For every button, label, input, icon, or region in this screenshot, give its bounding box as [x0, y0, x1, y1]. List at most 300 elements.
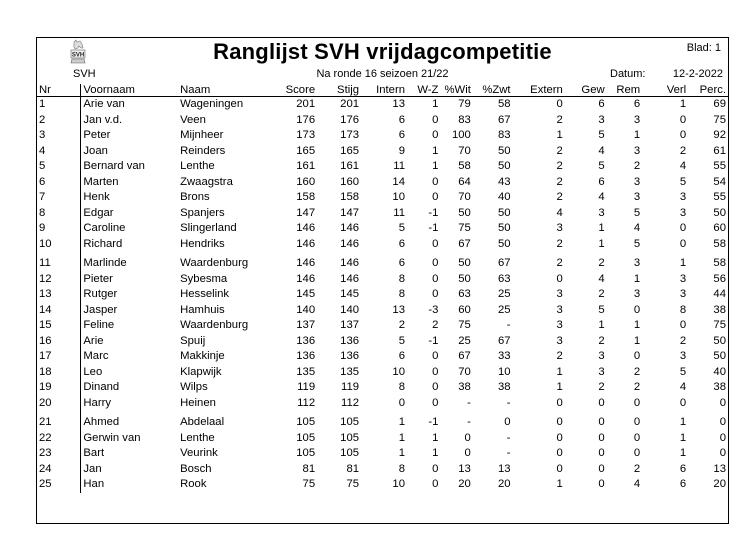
cell-pct-zwt: 50: [497, 144, 511, 157]
cell-verl: 1: [679, 98, 687, 111]
cell-stijg: 105: [340, 431, 360, 444]
cell-naam: Klapwijk: [180, 365, 222, 378]
cell-intern: 9: [398, 144, 405, 157]
col-header-pct-wit: %Wit: [440, 84, 472, 97]
cell-pct-zwt: 83: [497, 129, 511, 142]
table-row: [37, 303, 728, 319]
cell-extern: 4: [556, 206, 563, 219]
col-header-score: Score: [277, 84, 317, 97]
cell-pct-wit: 75: [458, 319, 471, 332]
cell-intern: 8: [398, 272, 405, 285]
table-row: [37, 237, 728, 253]
cell-wz: 1: [432, 98, 439, 111]
cell-gew: 3: [598, 365, 605, 378]
col-header-rem: Rem: [607, 84, 643, 97]
cell-gew: 3: [598, 350, 605, 363]
cell-rem: 1: [633, 129, 641, 142]
cell-wz: 0: [432, 191, 439, 204]
cell-pct-wit: -: [467, 396, 471, 409]
cell-intern: 6: [398, 257, 405, 270]
cell-stijg: 105: [340, 447, 360, 460]
cell-score: 146: [296, 237, 316, 250]
cell-pct-zwt: 63: [497, 272, 511, 285]
cell-nr: 3: [37, 128, 81, 144]
cell-stijg: 119: [341, 381, 360, 394]
table-row: [37, 287, 728, 303]
cell-score: 75: [302, 478, 316, 491]
cell-wz: 0: [432, 175, 439, 188]
cell-score: 105: [296, 431, 316, 444]
date-value: 12-2-2022: [672, 68, 723, 80]
cell-extern: 2: [556, 257, 563, 270]
cell-rem: 3: [633, 191, 641, 204]
cell-naam: Hamhuis: [180, 303, 225, 316]
cell-nr: 1: [37, 97, 81, 113]
cell-pct-zwt: 25: [497, 303, 511, 316]
cell-gew: 5: [598, 303, 605, 316]
table-row: [37, 396, 728, 412]
cell-rem: 3: [633, 113, 641, 126]
cell-gew: 0: [598, 447, 605, 460]
table-row: [37, 252, 728, 272]
cell-pct-wit: 50: [458, 257, 471, 270]
cell-verl: 8: [679, 303, 687, 316]
cell-nr: 23: [37, 446, 81, 462]
cell-score: 136: [296, 350, 316, 363]
cell-perc: 58: [713, 237, 726, 250]
cell-score: 112: [297, 396, 316, 409]
cell-verl: 2: [679, 144, 687, 157]
cell-pct-wit: 70: [458, 144, 471, 157]
cell-gew: 5: [598, 160, 605, 173]
cell-pct-zwt: 25: [497, 288, 511, 301]
col-header-verl: Verl: [642, 84, 688, 97]
cell-wz: 1: [432, 144, 439, 157]
cell-pct-zwt: -: [506, 396, 511, 409]
cell-gew: 2: [598, 257, 605, 270]
cell-naam: Mijnheer: [180, 129, 224, 142]
cell-verl: 0: [679, 129, 687, 142]
cell-verl: 6: [679, 462, 687, 475]
cell-naam: Lenthe: [180, 160, 215, 173]
cell-pct-wit: 79: [458, 98, 471, 111]
table-row: [37, 431, 728, 447]
cell-voornaam: Ahmed: [83, 416, 120, 429]
table-row: [37, 272, 728, 288]
cell-pct-wit: 70: [458, 365, 471, 378]
table-row: [37, 349, 728, 365]
cell-voornaam: Bernard van: [83, 160, 145, 173]
cell-gew: 1: [598, 222, 605, 235]
table-row: [37, 462, 728, 478]
cell-verl: 5: [679, 365, 687, 378]
cell-extern: 0: [556, 462, 563, 475]
cell-wz: 1: [432, 431, 439, 444]
cell-verl: 0: [679, 396, 687, 409]
cell-verl: 4: [679, 381, 687, 394]
cell-score: 147: [296, 206, 316, 219]
col-header-pct-zwt: %Zwt: [473, 84, 513, 97]
cell-wz: -1: [428, 206, 439, 219]
cell-naam: Spanjers: [180, 206, 225, 219]
cell-rem: 2: [633, 381, 641, 394]
cell-nr: 25: [37, 477, 81, 493]
cell-gew: 0: [598, 416, 605, 429]
cell-extern: 3: [556, 288, 563, 301]
cell-voornaam: Leo: [83, 365, 103, 378]
cell-pct-wit: 38: [458, 381, 471, 394]
cell-rem: 2: [633, 365, 641, 378]
col-header-naam: Naam: [178, 84, 277, 97]
table-row: [37, 190, 728, 206]
cell-gew: 0: [598, 396, 605, 409]
cell-verl: 1: [679, 257, 687, 270]
cell-nr: 14: [37, 303, 81, 319]
cell-pct-zwt: 50: [497, 160, 511, 173]
cell-gew: 3: [598, 113, 605, 126]
cell-perc: 0: [719, 431, 726, 444]
cell-stijg: 146: [340, 257, 360, 270]
cell-nr: 17: [37, 349, 81, 365]
club-label: SVH: [73, 68, 96, 80]
cell-perc: 55: [713, 160, 726, 173]
cell-nr: 13: [37, 287, 81, 303]
cell-score: 119: [297, 381, 316, 394]
cell-nr: 19: [37, 380, 81, 396]
cell-voornaam: Marc: [83, 350, 109, 363]
cell-pct-zwt: 67: [497, 334, 511, 347]
cell-naam: Brons: [180, 191, 210, 204]
cell-extern: 0: [556, 447, 563, 460]
table-row: [37, 128, 728, 144]
cell-intern: 10: [392, 365, 405, 378]
cell-stijg: 137: [340, 319, 360, 332]
cell-nr: 2: [37, 113, 81, 129]
table-row: [37, 206, 728, 222]
cell-verl: 4: [679, 160, 687, 173]
cell-nr: 12: [37, 272, 81, 288]
cell-wz: 0: [432, 129, 439, 142]
cell-stijg: 201: [340, 98, 360, 111]
cell-rem: 3: [633, 257, 641, 270]
standings-table: [37, 84, 728, 493]
cell-wz: 0: [432, 257, 439, 270]
cell-voornaam: Jan v.d.: [83, 113, 123, 126]
cell-perc: 58: [713, 257, 726, 270]
cell-rem: 5: [633, 206, 641, 219]
cell-verl: 3: [679, 288, 687, 301]
cell-rem: 6: [633, 98, 641, 111]
cell-perc: 50: [713, 334, 726, 347]
cell-pct-zwt: 0: [504, 416, 511, 429]
cell-extern: 0: [556, 98, 563, 111]
cell-perc: 55: [713, 191, 726, 204]
table-row: [37, 175, 728, 191]
cell-stijg: 75: [346, 478, 360, 491]
cell-perc: 38: [713, 303, 726, 316]
cell-naam: Spuij: [180, 334, 206, 347]
cell-perc: 0: [719, 447, 726, 460]
cell-perc: 13: [713, 462, 726, 475]
cell-verl: 1: [679, 416, 687, 429]
cell-stijg: 105: [340, 416, 360, 429]
cell-score: 105: [296, 447, 316, 460]
cell-score: 137: [296, 319, 316, 332]
cell-stijg: 146: [340, 222, 360, 235]
cell-nr: 4: [37, 144, 81, 160]
cell-wz: 0: [432, 462, 439, 475]
cell-voornaam: Joan: [83, 144, 108, 157]
cell-perc: 40: [713, 365, 726, 378]
cell-extern: 0: [556, 416, 563, 429]
cell-rem: 4: [633, 222, 641, 235]
logo-text: SVH: [71, 52, 85, 59]
cell-stijg: 176: [340, 113, 360, 126]
cell-voornaam: Arie van: [83, 98, 125, 111]
table-row: [37, 221, 728, 237]
cell-naam: Abdelaal: [180, 416, 225, 429]
cell-stijg: 158: [340, 191, 360, 204]
cell-perc: 92: [713, 129, 726, 142]
cell-rem: 0: [633, 447, 641, 460]
cell-score: 173: [296, 129, 316, 142]
cell-naam: Veen: [180, 113, 206, 126]
cell-extern: 2: [556, 350, 563, 363]
cell-wz: 0: [432, 288, 439, 301]
cell-verl: 3: [679, 206, 687, 219]
cell-voornaam: Caroline: [83, 222, 126, 235]
cell-naam: Zwaagstra: [180, 175, 233, 188]
cell-naam: Makkinje: [180, 350, 225, 363]
cell-extern: 3: [556, 319, 563, 332]
cell-rem: 5: [633, 237, 641, 250]
cell-wz: 0: [432, 396, 439, 409]
cell-rem: 3: [633, 288, 641, 301]
cell-extern: 2: [556, 113, 563, 126]
cell-naam: Hendriks: [180, 237, 225, 250]
cell-perc: 61: [713, 144, 726, 157]
cell-naam: Wageningen: [180, 98, 244, 111]
cell-intern: 13: [392, 98, 405, 111]
cell-intern: 6: [398, 350, 405, 363]
cell-intern: 14: [392, 175, 405, 188]
cell-extern: 0: [556, 431, 563, 444]
cell-stijg: 145: [340, 288, 360, 301]
table-row: [37, 113, 728, 129]
cell-gew: 5: [598, 129, 605, 142]
cell-rem: 4: [633, 478, 641, 491]
cell-stijg: 165: [340, 144, 360, 157]
cell-pct-wit: 100: [451, 129, 471, 142]
cell-rem: 0: [633, 303, 641, 316]
cell-nr: 15: [37, 318, 81, 334]
cell-perc: 50: [713, 350, 726, 363]
cell-pct-zwt: 33: [497, 350, 511, 363]
cell-score: 161: [296, 160, 316, 173]
cell-voornaam: Peter: [83, 129, 111, 142]
blad-value: 1: [714, 42, 721, 54]
cell-nr: 8: [37, 206, 81, 222]
cell-nr: 9: [37, 221, 81, 237]
cell-voornaam: Han: [83, 478, 105, 491]
cell-score: 146: [296, 272, 316, 285]
cell-gew: 4: [598, 144, 605, 157]
cell-gew: 6: [598, 175, 605, 188]
cell-perc: 0: [719, 396, 726, 409]
cell-wz: 2: [432, 319, 439, 332]
col-header-stijg: Stijg: [317, 84, 361, 97]
cell-perc: 44: [713, 288, 726, 301]
cell-naam: Waardenburg: [180, 257, 249, 270]
page-title: Ranglijst SVH vrijdagcompetitie: [213, 39, 552, 64]
cell-wz: 0: [432, 113, 439, 126]
cell-intern: 5: [398, 334, 405, 347]
cell-verl: 3: [679, 272, 687, 285]
cell-nr: 18: [37, 365, 81, 381]
table-row: [37, 446, 728, 462]
table-row: [37, 97, 728, 113]
cell-pct-zwt: 20: [497, 478, 511, 491]
cell-perc: 60: [713, 222, 726, 235]
cell-score: 146: [296, 257, 316, 270]
cell-pct-wit: 0: [464, 431, 471, 444]
cell-nr: 20: [37, 396, 81, 412]
cell-extern: 0: [556, 396, 563, 409]
cell-voornaam: Feline: [83, 319, 115, 332]
cell-gew: 2: [598, 334, 605, 347]
cell-intern: 5: [398, 222, 405, 235]
cell-naam: Sybesma: [180, 272, 228, 285]
table-row: [37, 411, 728, 431]
cell-rem: 3: [633, 175, 641, 188]
cell-pct-zwt: 40: [497, 191, 511, 204]
cell-pct-zwt: 50: [497, 206, 511, 219]
cell-pct-wit: 60: [458, 303, 471, 316]
table-row: [37, 380, 728, 396]
cell-naam: Veurink: [180, 447, 218, 460]
cell-verl: 0: [679, 319, 687, 332]
cell-pct-wit: 0: [464, 447, 471, 460]
cell-pct-wit: 64: [458, 175, 471, 188]
cell-score: 165: [296, 144, 316, 157]
cell-pct-wit: -: [467, 416, 471, 429]
cell-extern: 2: [556, 144, 563, 157]
cell-verl: 6: [679, 478, 687, 491]
cell-intern: 2: [398, 319, 405, 332]
cell-gew: 4: [598, 191, 605, 204]
cell-extern: 2: [556, 160, 563, 173]
cell-pct-wit: 70: [458, 191, 471, 204]
cell-wz: 0: [432, 381, 439, 394]
cell-score: 160: [296, 175, 316, 188]
cell-extern: 3: [556, 334, 563, 347]
cell-pct-zwt: 67: [497, 113, 511, 126]
cell-score: 158: [296, 191, 316, 204]
cell-score: 140: [296, 303, 316, 316]
cell-stijg: 136: [340, 350, 360, 363]
cell-verl: 0: [679, 237, 687, 250]
cell-stijg: 147: [340, 206, 360, 219]
cell-intern: 8: [398, 462, 405, 475]
cell-perc: 75: [713, 319, 726, 332]
cell-verl: 0: [679, 222, 687, 235]
cell-score: 105: [296, 416, 316, 429]
cell-nr: 10: [37, 237, 81, 253]
cell-naam: Slingerland: [180, 222, 237, 235]
cell-intern: 1: [398, 431, 405, 444]
cell-verl: 3: [679, 350, 687, 363]
cell-perc: 0: [719, 416, 726, 429]
cell-voornaam: Jan: [83, 462, 102, 475]
cell-voornaam: Bart: [83, 447, 105, 460]
cell-pct-wit: 20: [458, 478, 471, 491]
cell-voornaam: Arie: [83, 334, 104, 347]
col-header-voornaam: Voornaam: [81, 84, 178, 97]
round-subtitle: Na ronde 16 seizoen 21/22: [316, 68, 449, 80]
cell-nr: 21: [37, 411, 81, 431]
cell-extern: 2: [556, 237, 563, 250]
cell-nr: 22: [37, 431, 81, 447]
cell-voornaam: Gerwin van: [83, 431, 141, 444]
cell-rem: 0: [633, 416, 641, 429]
cell-nr: 5: [37, 159, 81, 175]
cell-score: 146: [296, 222, 316, 235]
cell-score: 81: [302, 462, 316, 475]
cell-pct-zwt: 13: [497, 462, 511, 475]
cell-intern: 6: [398, 113, 405, 126]
cell-pct-wit: 75: [458, 222, 471, 235]
cell-extern: 0: [556, 272, 563, 285]
cell-gew: 1: [598, 237, 605, 250]
cell-wz: 0: [432, 365, 439, 378]
cell-wz: -3: [428, 303, 439, 316]
cell-stijg: 135: [340, 365, 360, 378]
cell-intern: 1: [398, 416, 405, 429]
table-row: [37, 477, 728, 493]
cell-voornaam: Jasper: [83, 303, 118, 316]
cell-rem: 0: [633, 350, 641, 363]
standings-sheet: [36, 37, 729, 524]
cell-rem: 1: [633, 334, 641, 347]
cell-gew: 4: [598, 272, 605, 285]
cell-wz: 0: [432, 478, 439, 491]
col-header-extern: Extern: [513, 84, 565, 97]
cell-extern: 1: [556, 129, 563, 142]
cell-pct-wit: 50: [458, 206, 471, 219]
cell-wz: 0: [432, 350, 439, 363]
cell-perc: 75: [713, 113, 726, 126]
cell-pct-wit: 13: [458, 462, 471, 475]
cell-verl: 3: [679, 191, 687, 204]
cell-rem: 2: [633, 160, 641, 173]
cell-intern: 11: [393, 160, 405, 173]
cell-pct-wit: 58: [458, 160, 471, 173]
cell-rem: 0: [633, 431, 641, 444]
cell-stijg: 146: [340, 272, 360, 285]
cell-voornaam: Dinand: [83, 381, 120, 394]
cell-intern: 11: [393, 206, 405, 219]
cell-score: 135: [296, 365, 316, 378]
cell-rem: 0: [633, 396, 641, 409]
cell-wz: -1: [428, 222, 439, 235]
cell-intern: 10: [392, 478, 405, 491]
col-header-gew: Gew: [565, 84, 607, 97]
cell-voornaam: Henk: [83, 191, 110, 204]
cell-nr: 24: [37, 462, 81, 478]
cell-stijg: 81: [346, 462, 360, 475]
cell-wz: 1: [432, 160, 439, 173]
cell-pct-zwt: 67: [497, 257, 511, 270]
